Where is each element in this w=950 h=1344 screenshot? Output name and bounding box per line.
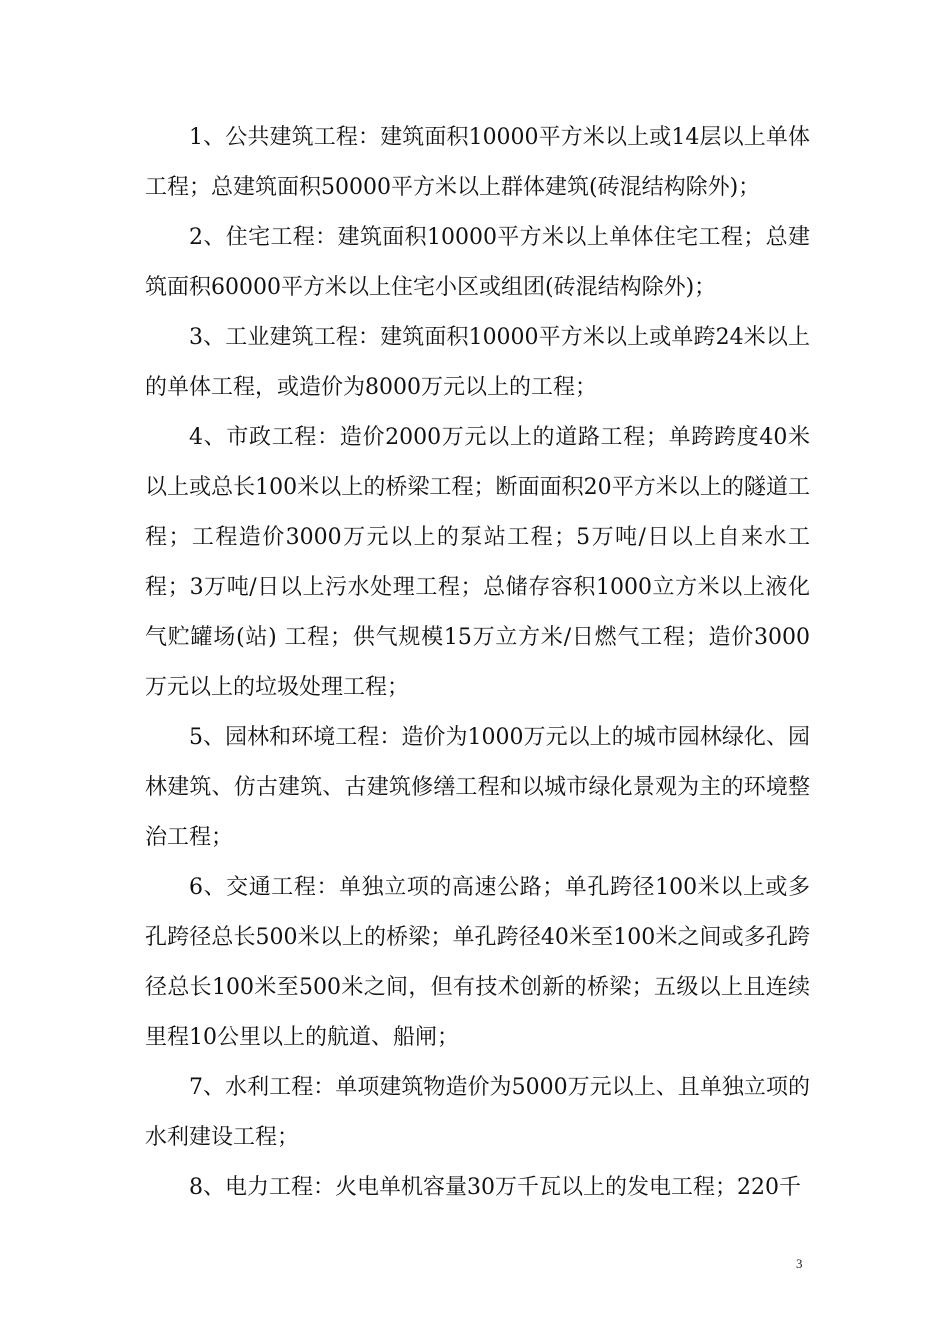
paragraph-water-conservancy: 7、水利工程：单项建筑物造价为5000万元以上、且单独立项的水利建设工程； <box>145 1075 810 1150</box>
page-number: 3 <box>796 1256 803 1271</box>
paragraph-industrial: 3、工业建筑工程：建筑面积10000平方米以上或单跨24米以上的单体工程，或造价为8000万元以上的工程； <box>145 325 810 400</box>
paragraph-public-buildings: 1、公共建筑工程：建筑面积10000平方米以上或14层以上单体工程；总建筑面积50000平方米以上群体建筑(砖混结构除外)； <box>145 125 810 200</box>
paragraph-municipal: 4、市政工程：造价2000万元以上的道路工程；单跨跨度40米以上或总长100米以上的桥梁工程；断面面积20平方米以上的隧道工程；工程造价3000万元以上的泵站工程；5万吨/日以上自来水工程；3万吨/日以上污水处理工程；总储存容积1000立方米以上液化气贮罐场(站) 工程；供气规模15万立方米/日燃气工程；造价3000万元以上的垃圾处理工程； <box>145 425 810 700</box>
paragraph-electric-power: 8、电力工程：火电单机容量30万千瓦以上的发电工程；220千 <box>189 1175 801 1200</box>
paragraph-landscape-environment: 5、园林和环境工程：造价为1000万元以上的城市园林绿化、园林建筑、仿古建筑、古建筑修缮工程和以城市绿化景观为主的环境整治工程； <box>145 725 810 850</box>
document-body <box>145 113 810 1213</box>
paragraph-transportation: 6、交通工程：单独立项的高速公路；单孔跨径100米以上或多孔跨径总长500米以上的桥梁；单孔跨径40米至100米之间或多孔跨径总长100米至500米之间，但有技术创新的桥梁；五级以上且连续里程10公里以上的航道、船闸； <box>145 875 811 1050</box>
paragraph-residential: 2、住宅工程：建筑面积10000平方米以上单体住宅工程；总建筑面积60000平方米以上住宅小区或组团(砖混结构除外)； <box>145 225 810 300</box>
